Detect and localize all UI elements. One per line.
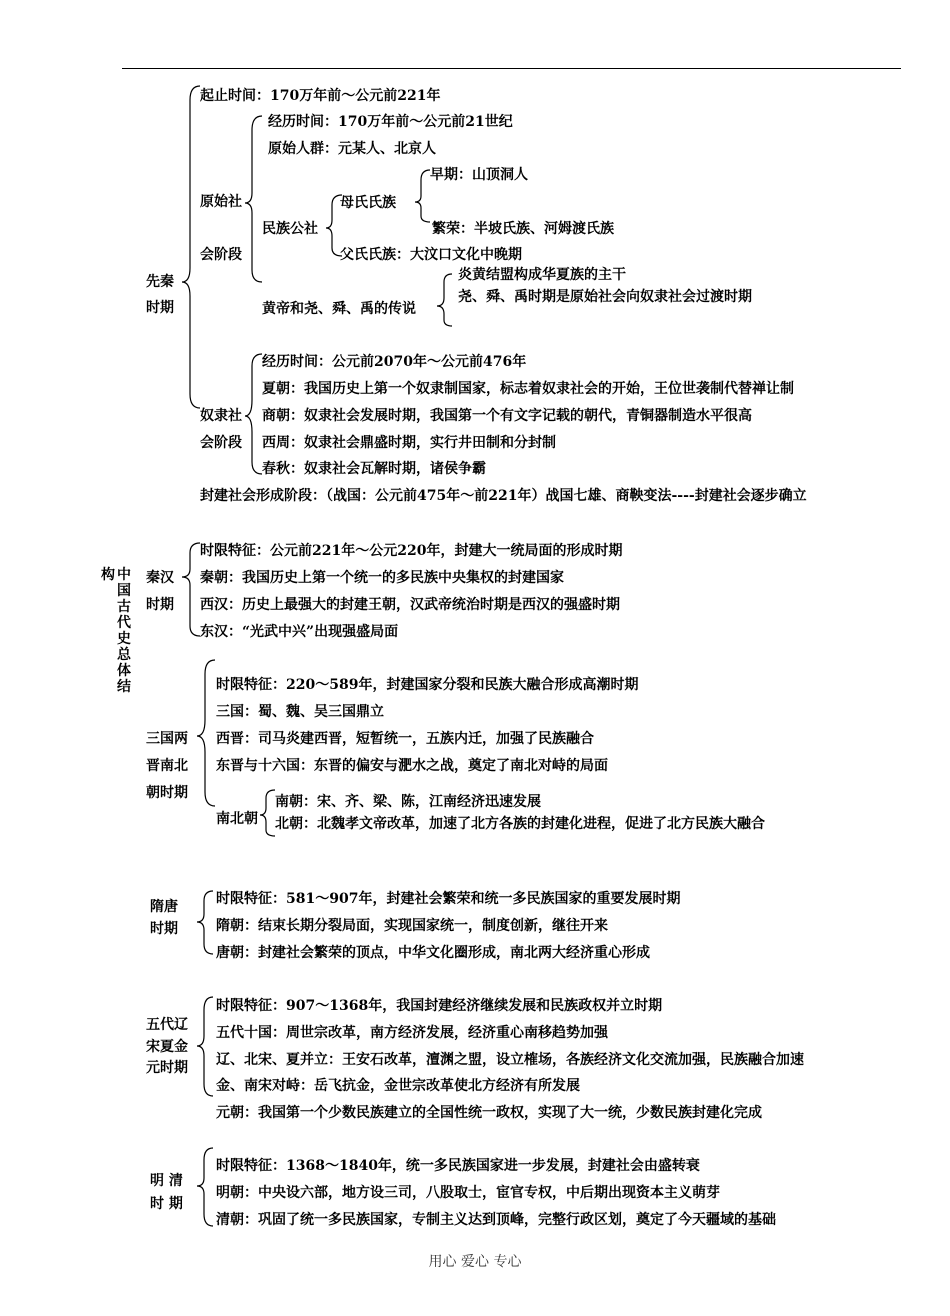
suitang-label-1: 隋唐 <box>150 899 178 915</box>
nuli-item-5: 春秋：奴隶社会瓦解时期，诸侯争霸 <box>262 461 486 477</box>
mingqing-item-2: 明朝：中央设六部，地方设三司，八股取士，宦官专权，中后期出现资本主义萌芽 <box>216 1185 720 1201</box>
vertical-title-col1: 构 <box>101 567 115 583</box>
brace-nuli <box>245 354 262 474</box>
fuxi-shizu: 父氏氏族：大汶口文化中晚期 <box>340 247 522 263</box>
yuanshi-renqun: 原始人群：元某人、北京人 <box>268 141 436 157</box>
fengjian-xingcheng: 封建社会形成阶段：（战国：公元前475年～前221年）战国七雄、商鞅变法----封建社会逐步确立 <box>200 488 807 504</box>
wudai-item-1: 时限特征：907～1368年，我国封建经济继续发展和民族政权并立时期 <box>216 998 663 1014</box>
brace-suitang <box>197 891 213 954</box>
qinhan-label-2: 时期 <box>146 597 174 613</box>
suitang-item-3: 唐朝：封建社会繁荣的顶点，中华文化圈形成，南北两大经济重心形成 <box>216 945 650 961</box>
qinhan-item-3: 西汉：历史上最强大的封建王朝，汉武帝统治时期是西汉的强盛时期 <box>200 597 620 613</box>
wudai-label-1: 五代辽 <box>146 1017 188 1033</box>
page-footer: 用心 爱心 专心 <box>428 1254 522 1270</box>
xianqin-label-2: 时期 <box>146 300 174 316</box>
sanguo-item-4: 东晋与十六国：东晋的偏安与淝水之战，奠定了南北对峙的局面 <box>216 758 608 774</box>
nuli-label-1: 奴隶社 <box>200 408 242 424</box>
qinhan-item-4: 东汉：“光武中兴”出现强盛局面 <box>200 624 399 640</box>
wudai-label-3: 元时期 <box>146 1060 188 1076</box>
brace-muxi <box>415 170 430 222</box>
suitang-label-2: 时期 <box>150 921 178 937</box>
vertical-title-col2: 中国古代史总体结 <box>117 567 131 695</box>
yuanshi-label-1: 原始社 <box>200 194 242 210</box>
sanguo-item-2: 三国：蜀、魏、吴三国鼎立 <box>216 704 384 720</box>
wudai-item-2: 五代十国：周世宗改革，南方经济发展，经济重心南移趋势加强 <box>216 1025 608 1041</box>
qinhan-item-1: 时限特征：公元前221年～公元220年，封建大一统局面的形成时期 <box>200 543 623 559</box>
suitang-item-2: 隋朝：结束长期分裂局面，实现国家统一，制度创新，继往开来 <box>216 918 608 934</box>
xianqin-qizhi: 起止时间：170万年前～公元前221年 <box>200 88 441 104</box>
huangdi-item-2: 尧、舜、禹时期是原始社会向奴隶社会过渡时期 <box>458 289 752 305</box>
brace-sanguo <box>197 660 215 806</box>
wudai-label-2: 宋夏金 <box>146 1039 188 1055</box>
muxi-shizu: 母氏氏族 <box>340 195 396 211</box>
huangdi-item-1: 炎黄结盟构成华夏族的主干 <box>458 267 626 283</box>
nuli-item-1: 经历时间：公元前2070年～公元前476年 <box>262 354 527 370</box>
nuli-item-3: 商朝：奴隶社会发展时期，我国第一个有文字记载的朝代，青铜器制造水平很高 <box>262 408 752 424</box>
wudai-item-4: 金、南宋对峙：岳飞抗金，金世宗改革使北方经济有所发展 <box>216 1078 580 1094</box>
sanguo-item-1: 时限特征：220～589年，封建国家分裂和民族大融合形成高潮时期 <box>216 677 639 693</box>
brace-yuanshi <box>245 116 262 282</box>
mingqing-item-1: 时限特征：1368～1840年，统一多民族国家进一步发展，封建社会由盛转衰 <box>216 1158 700 1174</box>
nuli-item-2: 夏朝：我国历史上第一个奴隶制国家，标志着奴隶社会的开始，王位世袭制代替禅让制 <box>262 381 794 397</box>
brace-huangdi <box>437 274 452 326</box>
sanguo-item-3: 西晋：司马炎建西晋，短暂统一，五族内迁，加强了民族融合 <box>216 731 594 747</box>
sanguo-label-2: 晋南北 <box>146 758 188 774</box>
nanbei-item-1: 南朝：宋、齐、梁、陈，江南经济迅速发展 <box>275 794 541 810</box>
suitang-item-1: 时限特征：581～907年，封建社会繁荣和统一多民族国家的重要发展时期 <box>216 891 681 907</box>
wudai-item-3: 辽、北宋、夏并立：王安石改革，澶渊之盟，设立榷场，各族经济文化交流加强，民族融合加速 <box>216 1052 804 1068</box>
muxi-fanrong: 繁荣：半坡氏族、河姆渡氏族 <box>432 221 614 237</box>
nanbei-item-2: 北朝：北魏孝文帝改革，加速了北方各族的封建化进程，促进了北方民族大融合 <box>275 816 765 832</box>
nuli-item-4: 西周：奴隶社会鼎盛时期，实行井田制和分封制 <box>262 435 556 451</box>
brace-mingqing <box>197 1148 213 1226</box>
brace-nanbei <box>260 790 275 836</box>
xianqin-label-1: 先秦 <box>146 274 174 290</box>
mingqing-label-1: 明 清 <box>150 1173 183 1189</box>
brace-qinhan <box>182 543 200 636</box>
brace-xianqin <box>182 86 200 408</box>
sanguo-label-3: 朝时期 <box>146 785 188 801</box>
yuanshi-jingli: 经历时间：170万年前～公元前21世纪 <box>268 114 513 130</box>
nanbei-label: 南北朝 <box>216 811 258 827</box>
yuanshi-label-2: 会阶段 <box>200 247 242 263</box>
qinhan-item-2: 秦朝：我国历史上第一个统一的多民族中央集权的封建国家 <box>200 570 564 586</box>
huangdi-label: 黄帝和尧、舜、禹的传说 <box>262 301 416 317</box>
nuli-label-2: 会阶段 <box>200 435 242 451</box>
mingqing-label-2: 时 期 <box>150 1196 183 1212</box>
brace-wudai <box>197 997 213 1096</box>
qinhan-label-1: 秦汉 <box>146 570 174 586</box>
minzu-gongshe: 民族公社 <box>262 221 318 237</box>
sanguo-label-1: 三国两 <box>146 731 188 747</box>
wudai-item-5: 元朝：我国第一个少数民族建立的全国性统一政权，实现了大一统，少数民族封建化完成 <box>216 1105 762 1121</box>
muxi-zaoqi: 早期：山顶洞人 <box>430 167 528 183</box>
mingqing-item-3: 清朝：巩固了统一多民族国家，专制主义达到顶峰，完整行政区划，奠定了今天疆域的基础 <box>216 1212 776 1228</box>
